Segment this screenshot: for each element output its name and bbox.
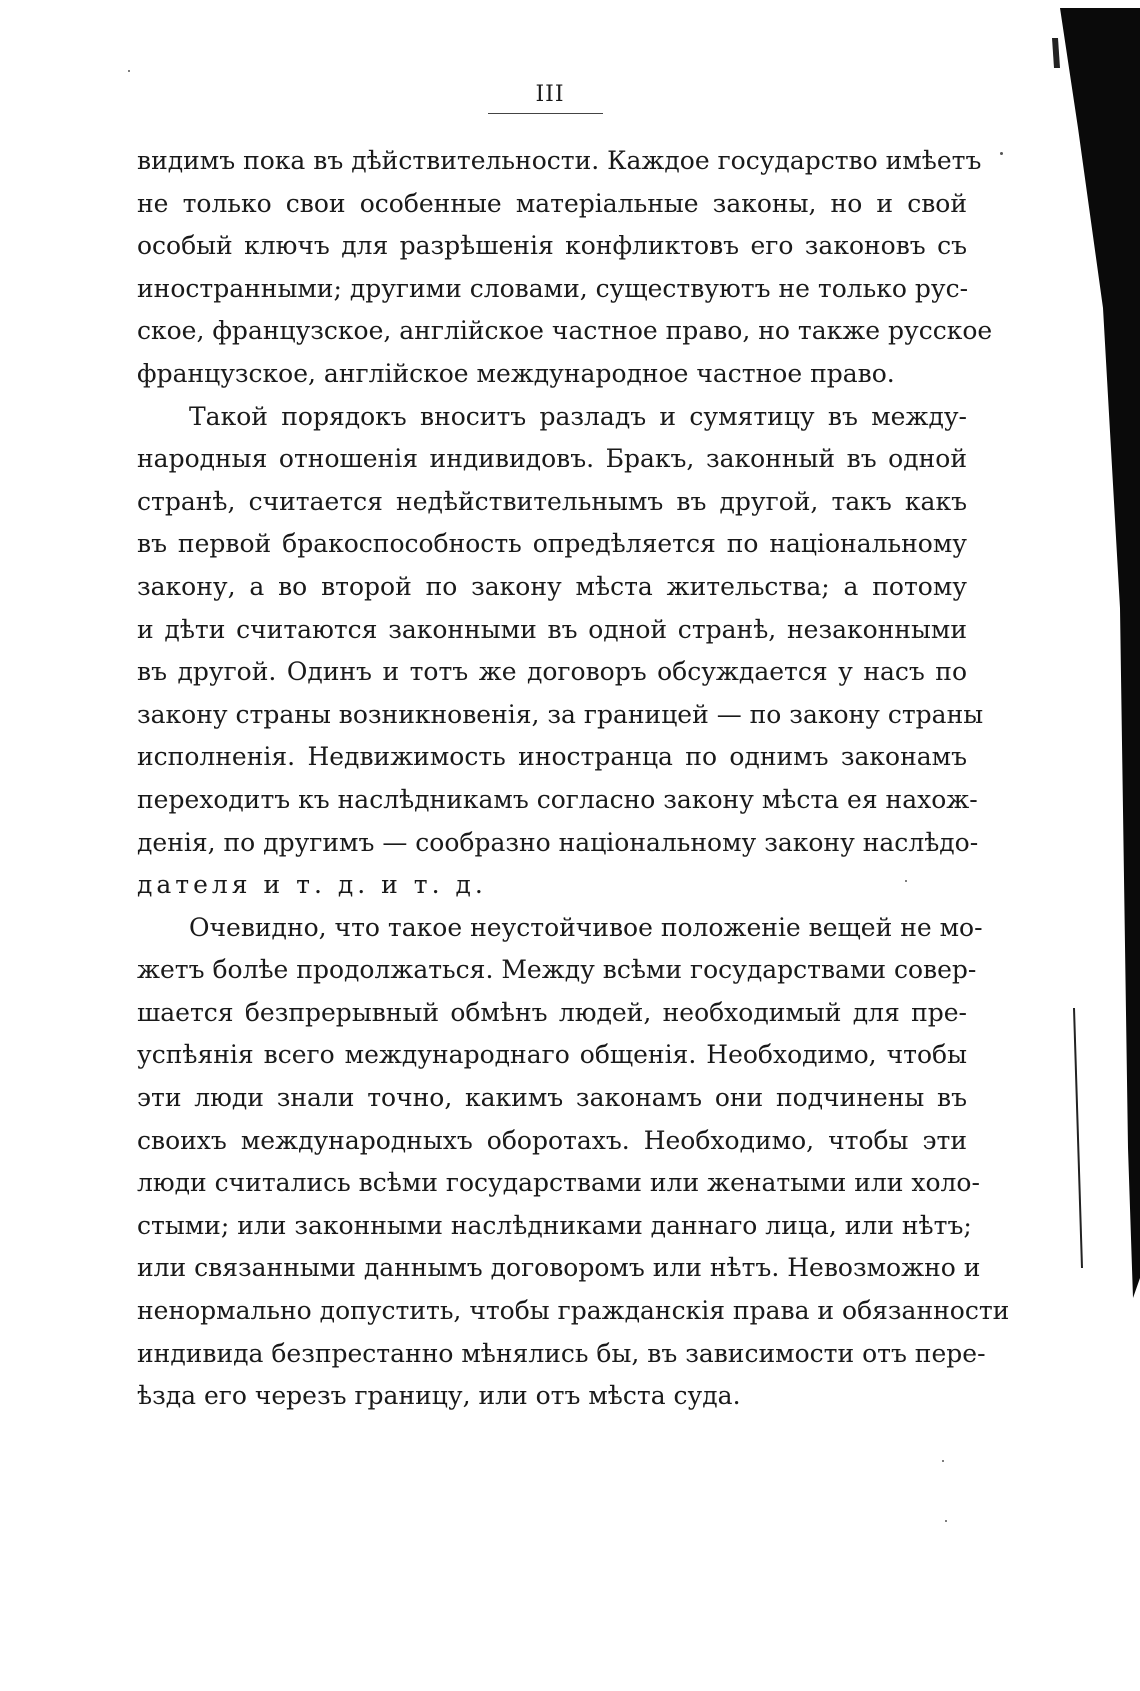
text-line: жетъ болѣе продолжаться. Между всѣми государствами совер-: [137, 955, 977, 985]
text-line: и дѣти считаются законными въ одной странѣ, незаконными: [137, 614, 967, 644]
text-line: Такой порядокъ вноситъ разладъ и сумятицу въ между-: [189, 401, 967, 431]
text-line: не только свои особенные матеріальные законы, но и свой: [137, 188, 967, 218]
text-line: или связанными даннымъ договоромъ или нѣтъ. Невозможно и: [137, 1253, 981, 1283]
text-line: исполненія. Недвижимость иностранца по однимъ законамъ: [137, 742, 967, 772]
text-line: денія, по другимъ — сообразно національному закону наслѣдо-: [137, 827, 979, 857]
scan-speck: [128, 70, 130, 72]
text-line: въ первой бракоспособность опредѣляется по національному: [137, 529, 967, 559]
page-number: III: [535, 82, 565, 107]
text-line: странѣ, считается недѣйствительнымъ въ другой, такъ какъ: [137, 486, 967, 516]
text-line: закону, а во второй по закону мѣста жительства; а потому: [137, 571, 967, 601]
text-line: дателя и т. д. и т. д.: [137, 870, 487, 900]
text-line: французское, англійское международное частное право.: [137, 358, 895, 388]
text-line: своихъ международныхъ оборотахъ. Необходимо, чтобы эти: [137, 1125, 967, 1155]
text-line: люди считались всѣми государствами или женатыми или холо-: [137, 1168, 980, 1198]
text-line: народныя отношенія индивидовъ. Бракъ, законный въ одной: [137, 444, 967, 474]
text-line: ненормально допустить, чтобы гражданскія права и обязанности: [137, 1296, 1010, 1326]
text-line: успѣянія всего международнаго общенія. Необходимо, чтобы: [137, 1040, 967, 1070]
text-line: видимъ пока въ дѣйствительности. Каждое государство имѣетъ: [137, 146, 982, 175]
scan-speck: [945, 1520, 947, 1522]
text-line: стыми; или законными наслѣдниками даннаго лица, или нѣтъ;: [137, 1210, 972, 1240]
scan-speck: [905, 880, 907, 882]
text-line: Очевидно, что такое неустойчивое положеніе вещей не мо-: [189, 912, 983, 942]
text-line: особый ключъ для разрѣшенія конфликтовъ его законовъ съ: [137, 231, 967, 261]
text-line: закону страны возникновенія, за границей — по закону страны: [137, 699, 984, 729]
scan-speck: [942, 1460, 944, 1462]
scan-speck: [1000, 152, 1003, 155]
text-line: въ другой. Одинъ и тотъ же договоръ обсуждается у насъ по: [137, 657, 967, 687]
text-line: эти люди знали точно, какимъ законамъ они подчинены въ: [137, 1083, 967, 1113]
text-line: переходитъ къ наслѣдникамъ согласно закону мѣста ея нахож-: [137, 784, 978, 814]
text-line: шается безпрерывный обмѣнъ людей, необходимый для пре-: [137, 997, 967, 1027]
text-line: индивида безпрестанно мѣнялись бы, въ зависимости отъ пере-: [137, 1338, 986, 1368]
text-line: ское, французское, англійское частное право, но также русское: [137, 316, 993, 346]
body-text: [137, 140, 1010, 1418]
text-line: ѣзда его черезъ границу, или отъ мѣста суда.: [137, 1381, 741, 1411]
text-line: иностранными; другими словами, существуютъ не только рус-: [137, 273, 969, 303]
page-number-rule: [488, 113, 603, 114]
